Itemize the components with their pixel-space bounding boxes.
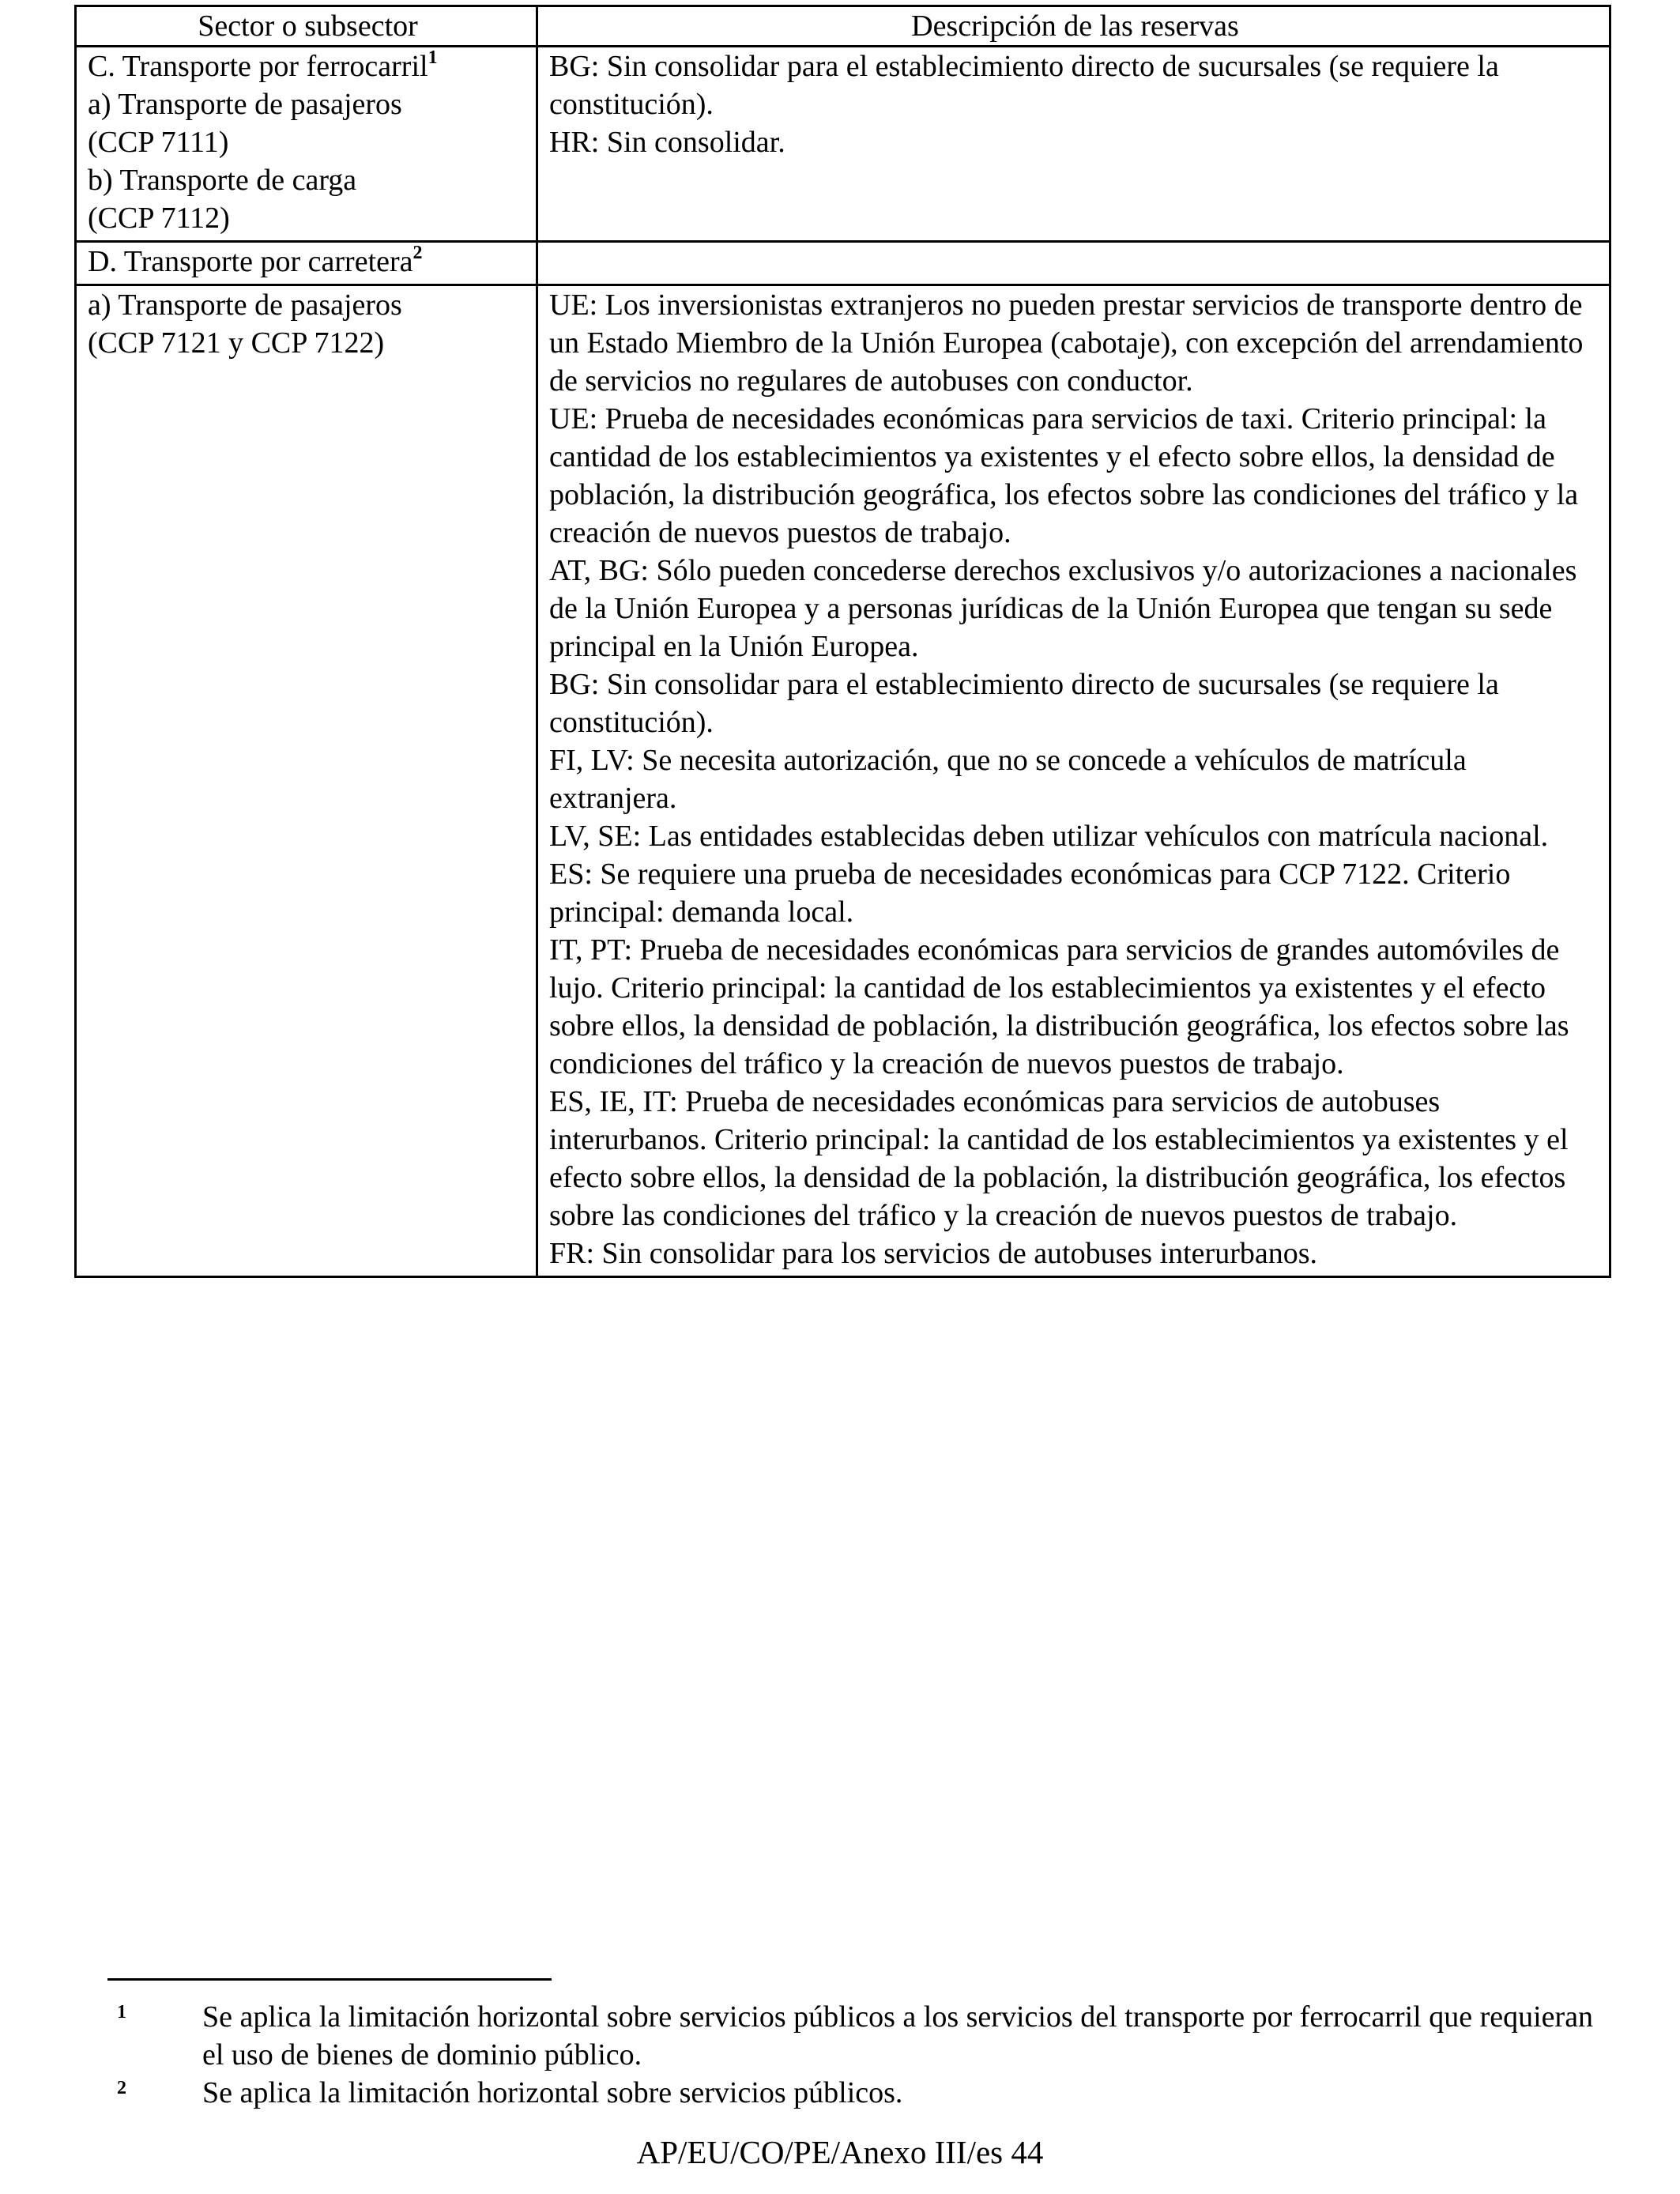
sector-line: (CCP 7111) xyxy=(88,126,229,159)
reservation-entry: LV, SE: Las entidades establecidas deben utilizar vehículos con matrícula nacional. xyxy=(549,820,1549,853)
reservation-entry: UE: Los inversionistas extranjeros no pueden prestar servicios de transporte dentro de un Estado Miembro de la Unión Europea (cabotaje), con excepción del arrendamiento de servicios no regulares de autobuses con conductor. xyxy=(549,288,1584,398)
reservation-entry: ES, IE, IT: Prueba de necesidades económicas para servicios de autobuses interurbanos. Criterio principal: la cantidad de los establecimientos ya existentes y el efecto sobre ellos, la densidad de la población, la distribución geográfica, los efectos sobre las condiciones del tráfico y la creación de nuevos puestos de trabajo. xyxy=(549,1085,1569,1232)
table-row xyxy=(76,242,1610,285)
reservation-entry: UE: Prueba de necesidades económicas para servicios de taxi. Criterio principal: la cantidad de los establecimientos ya existentes y el efecto sobre ellos, la densidad de población, la distribución geográfica, los efectos sobre las condiciones del tráfico y la creación de nuevos puestos de trabajo. xyxy=(549,402,1579,549)
sector-title: D. Transporte por carretera xyxy=(88,245,413,278)
sector-line: (CCP 7121 y CCP 7122) xyxy=(88,326,385,360)
reservation-entry: FR: Sin consolidar para los servicios de autobuses interurbanos. xyxy=(549,1237,1318,1270)
reservation-entry: ES: Se requiere una prueba de necesidades económicas para CCP 7122. Criterio principal: demanda local. xyxy=(549,858,1511,929)
table-row xyxy=(76,47,1610,242)
footnote-number: 1 xyxy=(117,2002,126,2022)
reservation-entry: BG: Sin consolidar para el establecimiento directo de sucursales (se requiere la constitución). xyxy=(549,50,1499,121)
description-cell xyxy=(537,285,1610,1277)
sector-line xyxy=(88,243,528,281)
page-footer-reference: AP/EU/CO/PE/Anexo III/es 44 xyxy=(636,2134,1044,2170)
reservation-entry: IT, PT: Prueba de necesidades económicas para servicios de grandes automóviles de lujo. Criterio principal: la cantidad de los establecimientos ya existentes y el efecto sobre ellos, la densidad de población, la distribución geográfica, los efectos sobre las condiciones del tráfico y la creación de nuevos puestos de trabajo. xyxy=(549,933,1569,1080)
sector-line: a) Transporte de pasajeros xyxy=(88,288,402,322)
footnote-ref[interactable]: 1 xyxy=(428,47,438,69)
sector-cell xyxy=(76,47,537,242)
reservation-entry: AT, BG: Sólo pueden concederse derechos exclusivos y/o autorizaciones a nacionales de la Unión Europea y a personas jurídicas de la Unión Europea que tengan su sede principal en la Unión Europea. xyxy=(549,554,1577,663)
sector-cell xyxy=(76,285,537,1277)
reservation-entry: BG: Sin consolidar para el establecimiento directo de sucursales (se requiere la constitución). xyxy=(549,668,1499,739)
footnote-number: 2 xyxy=(117,2078,126,2098)
table-header-row xyxy=(76,6,1610,47)
reservations-table xyxy=(74,5,1611,1278)
reservation-entry: FI, LV: Se necesita autorización, que no se concede a vehículos de matrícula extranjera. xyxy=(549,744,1467,815)
header-sector: Sector o subsector xyxy=(76,6,537,47)
sector-line xyxy=(88,47,528,85)
sector-cell xyxy=(76,242,537,285)
description-cell xyxy=(537,242,1610,285)
sector-line: (CCP 7112) xyxy=(88,202,230,235)
footnotes xyxy=(107,1998,1609,2112)
sector-line: b) Transporte de carga xyxy=(88,164,357,197)
sector-line: a) Transporte de pasajeros xyxy=(88,88,402,121)
footnote-text: Se aplica la limitación horizontal sobre servicios públicos a los servicios del transporte por ferrocarril que requieran el uso de bienes de dominio público. xyxy=(202,2000,1594,2071)
description-cell xyxy=(537,47,1610,242)
footnote-separator xyxy=(107,1978,552,1981)
sector-title: C. Transporte por ferrocarril xyxy=(88,50,428,83)
header-description: Descripción de las reservas xyxy=(537,6,1610,47)
footnote-ref[interactable]: 2 xyxy=(412,243,423,264)
footnote-item xyxy=(107,2074,1609,2112)
table-row xyxy=(76,285,1610,1277)
footnote-item xyxy=(107,1998,1609,2074)
reservation-entry: HR: Sin consolidar. xyxy=(549,126,785,159)
footnote-text: Se aplica la limitación horizontal sobre servicios públicos. xyxy=(202,2076,903,2109)
